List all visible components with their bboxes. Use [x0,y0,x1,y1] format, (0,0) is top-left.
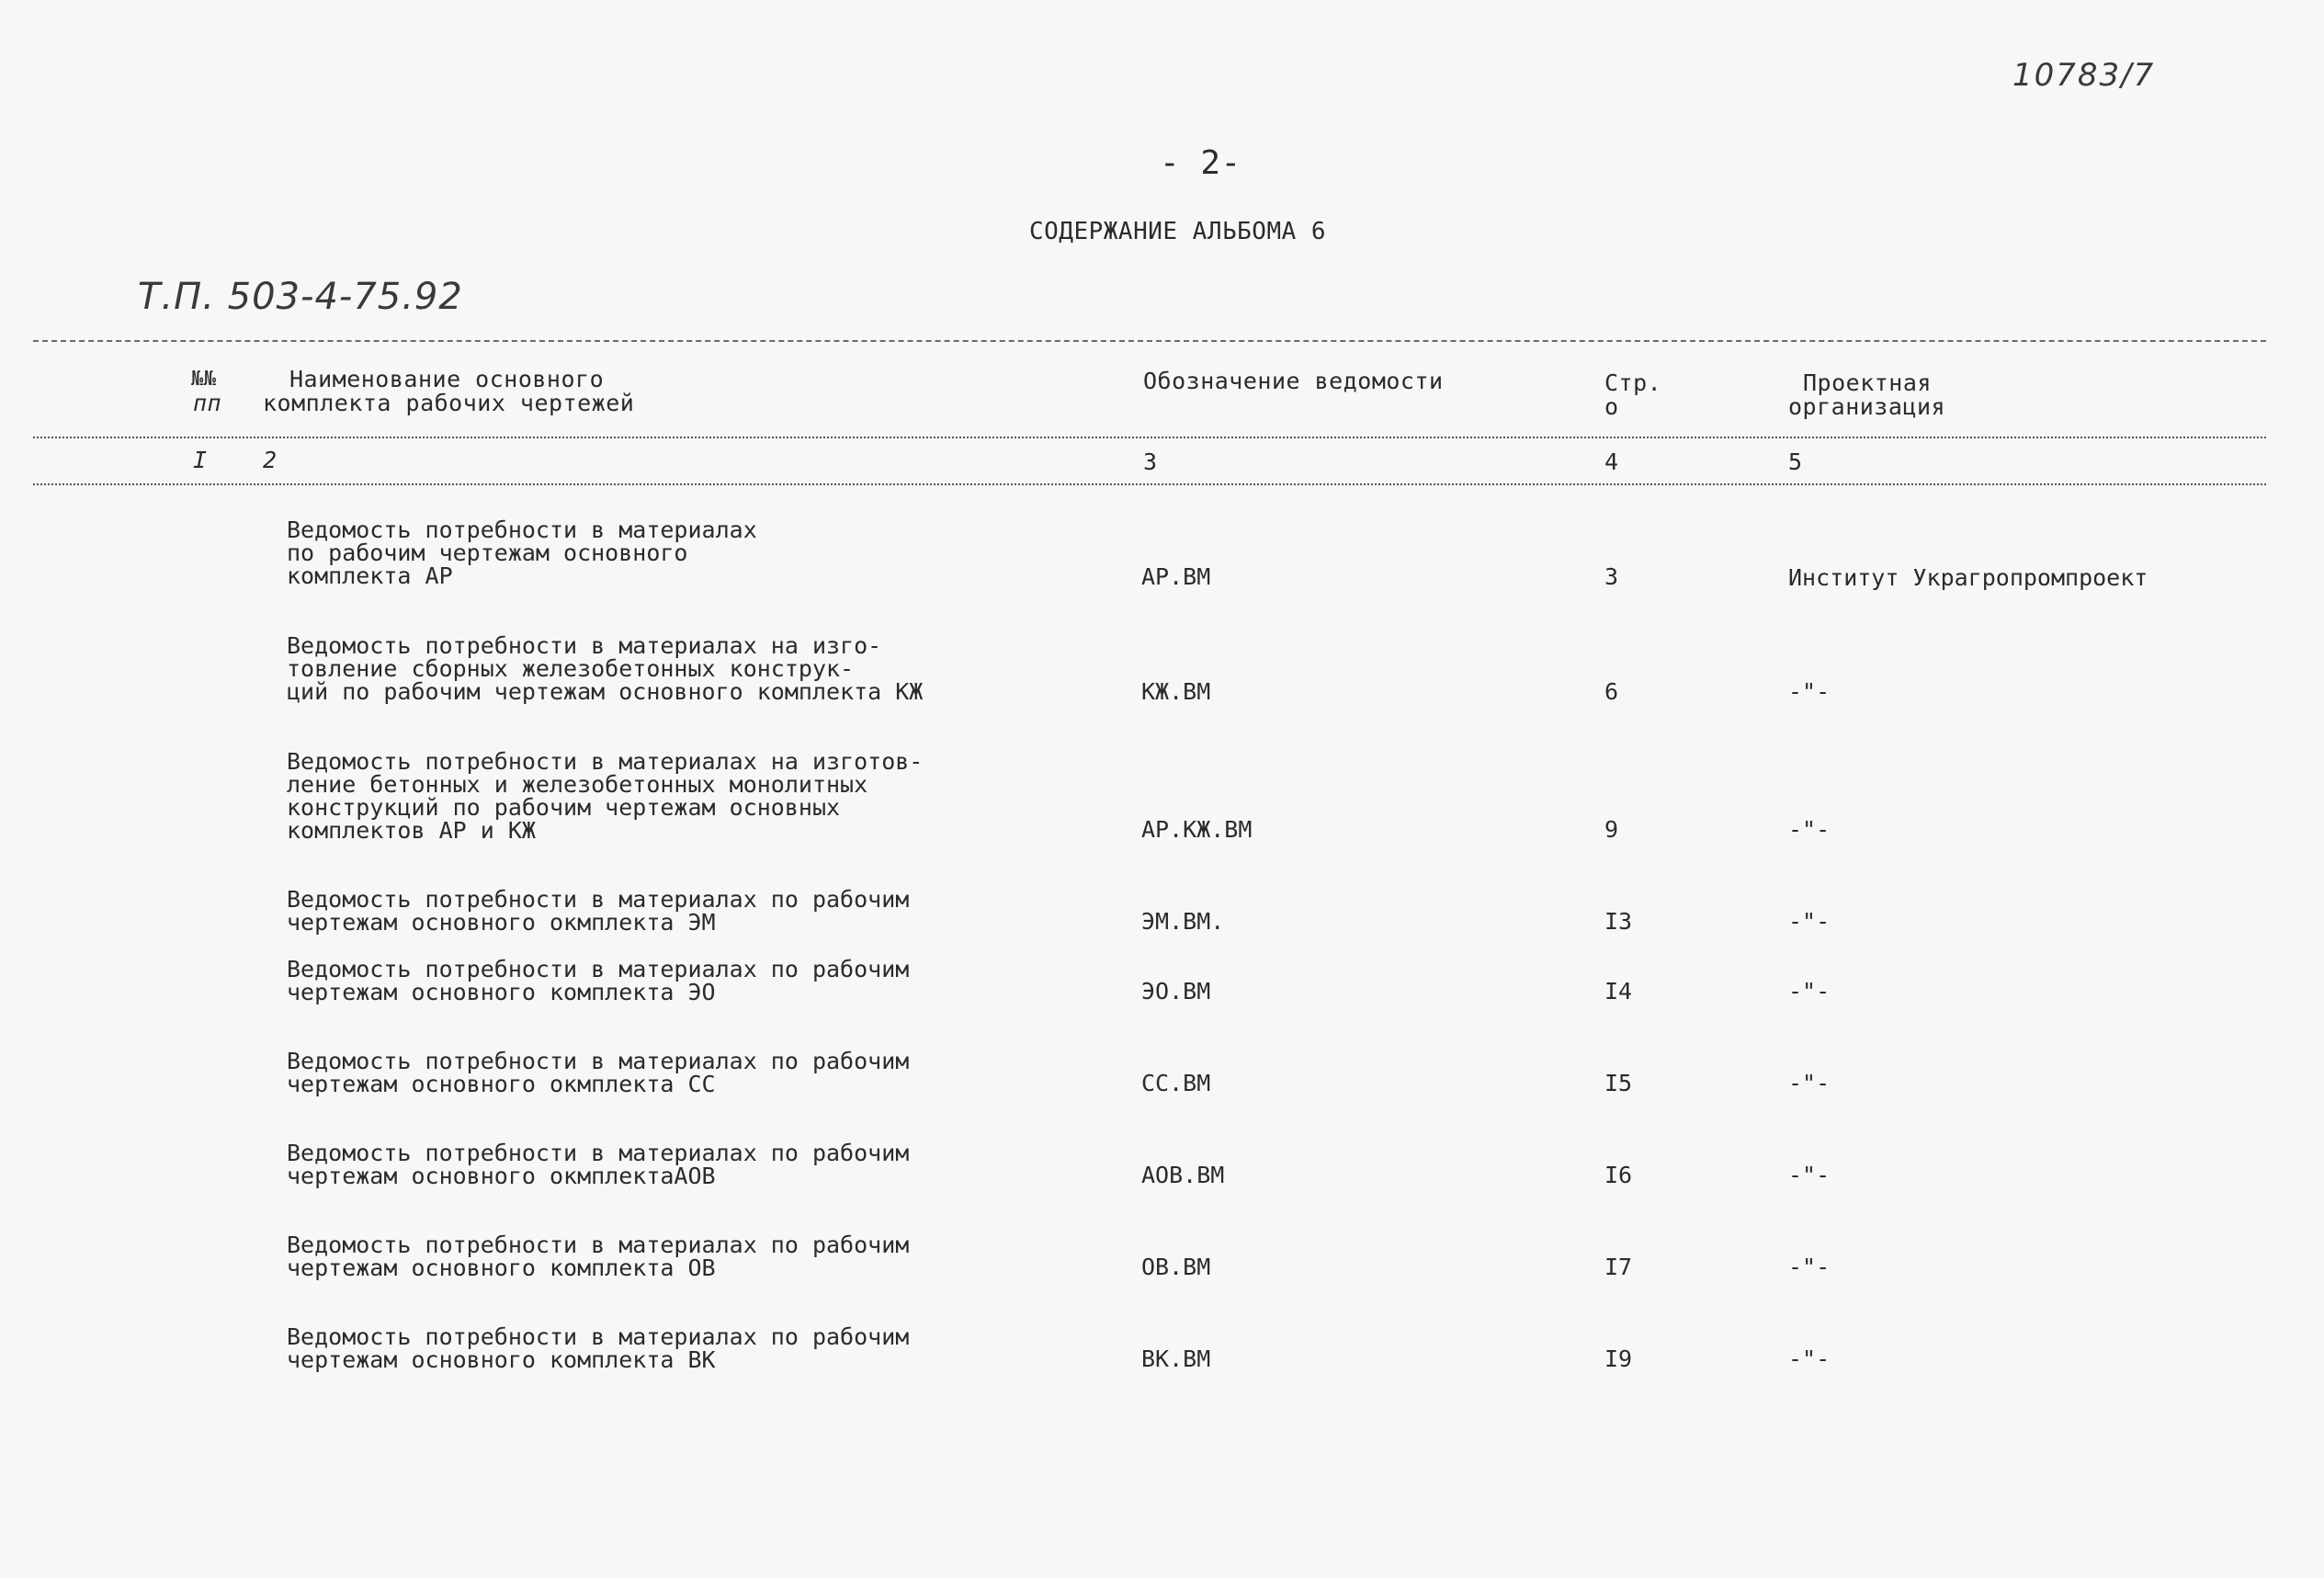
header-page-line2: о [1604,393,1619,420]
row-name: Ведомость потребности в материалах по рабочим чертежам основного окмплекта ЭМ [287,886,910,936]
row-name: Ведомость потребности в материалах на изготов- ление бетонных и железобетонных монолитных конструкций по рабочим чертежам основных комплектов АР и КЖ [287,748,924,844]
row-org: -"- [1788,1070,1831,1096]
row-org: -"- [1788,1254,1831,1280]
row-name: Ведомость потребности в материалах по рабочим чертежам основного комплекта ЭО [287,956,910,1005]
header-name-line1: Наименование основного [289,366,605,392]
row-org: -"- [1788,678,1831,705]
row-page: 3 [1604,563,1619,590]
column-number-5: 5 [1788,448,1803,475]
header-code: Обозначение ведомости [1143,368,1444,394]
row-page: I6 [1604,1162,1633,1188]
row-code: АР.ВМ [1141,563,1211,590]
row-code: ЭО.ВМ [1141,978,1211,1005]
archive-number: 10783/7 [2012,57,2156,94]
header-num-line1: №№ [191,368,217,391]
row-code: АОВ.ВМ [1141,1162,1225,1188]
column-number-4: 4 [1604,448,1619,475]
row-org: -"- [1788,816,1831,843]
project-code: Т.П. 503-4-75.92 [138,276,463,318]
table-top-rule [33,340,2266,342]
row-name: Ведомость потребности в материалах по рабочим чертежам основного комплекта АР [287,517,757,589]
column-number-1: I [193,447,208,473]
header-num-line2: пп [193,390,222,416]
document-title: СОДЕРЖАНИЕ АЛЬБОМА 6 [1029,218,1327,245]
row-page: I4 [1604,978,1633,1005]
row-code: СС.ВМ [1141,1070,1211,1096]
row-page: I9 [1604,1345,1633,1372]
row-page: 9 [1604,816,1619,843]
row-name: Ведомость потребности в материалах по рабочим чертежам основного окмплекта СС [287,1048,910,1097]
header-org-line2: организация [1788,393,1946,420]
row-name: Ведомость потребности в материалах по рабочим чертежам основного комплекта ВК [287,1323,910,1373]
row-org: -"- [1788,1162,1831,1188]
header-page-line1: Стр. [1604,369,1662,396]
row-code: КЖ.ВМ [1141,678,1211,705]
row-page: 6 [1604,678,1619,705]
row-org: Институт Украгропромпроект [1788,564,2148,591]
header-bottom-rule [33,437,2266,438]
row-code: ЭМ.ВМ. [1141,908,1225,935]
header-org-line1: Проектная [1803,369,1932,396]
row-code: АР.КЖ.ВМ [1141,816,1253,843]
row-name: Ведомость потребности в материалах по рабочим чертежам основного окмплектаАОВ [287,1140,910,1189]
column-number-2: 2 [263,447,278,473]
row-page: I7 [1604,1254,1633,1280]
page-number: - 2- [1160,144,1241,182]
row-page: I5 [1604,1070,1633,1096]
column-number-rule [33,483,2266,485]
column-number-3: 3 [1143,448,1158,475]
row-code: ВК.ВМ [1141,1345,1211,1372]
row-name: Ведомость потребности в материалах на изго- товление сборных железобетонных конструк- ций по рабочим чертежам основного комплекта КЖ [287,632,924,705]
row-org: -"- [1788,1345,1831,1372]
row-org: -"- [1788,978,1831,1005]
row-org: -"- [1788,908,1831,935]
row-page: I3 [1604,908,1633,935]
header-name-line2: комплекта рабочих чертежей [263,390,635,416]
row-code: ОВ.ВМ [1141,1254,1211,1280]
row-name: Ведомость потребности в материалах по рабочим чертежам основного комплекта ОВ [287,1232,910,1281]
